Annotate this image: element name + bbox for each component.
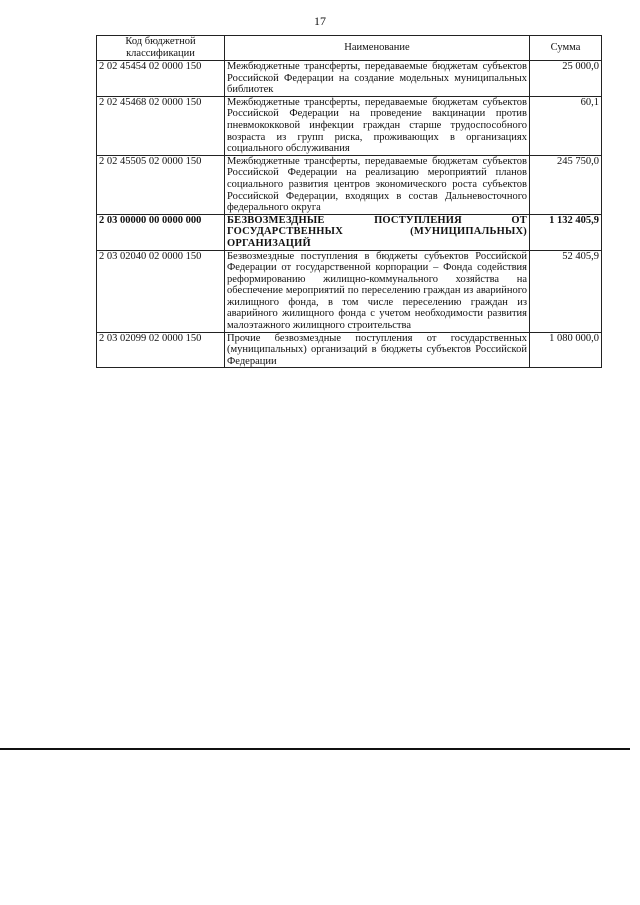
budget-revenue-table xyxy=(96,35,602,368)
row-name: Межбюджетные трансферты, передаваемые бюджетам субъектов Российской Федерации на проведение вакцинации против пневмококковой инфекции граждан старше трудоспособного возраста из групп риска, проживающих в организациях социального обслуживания xyxy=(225,96,530,155)
row-sum: 25 000,0 xyxy=(530,61,602,97)
row-sum: 1 132 405,9 xyxy=(530,214,602,250)
header-sum: Сумма xyxy=(530,36,602,61)
header-name: Наименование xyxy=(225,36,530,61)
table-row xyxy=(97,250,602,332)
row-code: 2 02 45468 02 0000 150 xyxy=(97,96,225,155)
row-code: 2 03 02040 02 0000 150 xyxy=(97,250,225,332)
table-row-section-total xyxy=(97,214,602,250)
row-name: Межбюджетные трансферты, передаваемые бюджетам субъектов Российской Федерации на реализацию мероприятий планов социального развития центров экономического роста субъектов Российской Федерации, входящих в состав Дальневосточного федерального округа xyxy=(225,155,530,214)
row-name: БЕЗВОЗМЕЗДНЫЕ ПОСТУПЛЕНИЯ ОТ ГОСУДАРСТВЕННЫХ (МУНИЦИПАЛЬНЫХ) ОРГАНИЗАЦИЙ xyxy=(225,214,530,250)
row-sum: 52 405,9 xyxy=(530,250,602,332)
table-header-row xyxy=(97,36,602,61)
page-bottom-rule xyxy=(0,748,630,750)
table-row xyxy=(97,61,602,97)
table-row xyxy=(97,332,602,368)
row-name: Межбюджетные трансферты, передаваемые бюджетам субъектов Российской Федерации на создание модельных муниципальных библиотек xyxy=(225,61,530,97)
row-sum: 1 080 000,0 xyxy=(530,332,602,368)
table-row xyxy=(97,155,602,214)
row-code: 2 03 02099 02 0000 150 xyxy=(97,332,225,368)
header-code: Код бюджетной классификации xyxy=(97,36,225,61)
page-number: 17 xyxy=(314,14,326,28)
table-row xyxy=(97,96,602,155)
row-code: 2 02 45454 02 0000 150 xyxy=(97,61,225,97)
row-code: 2 03 00000 00 0000 000 xyxy=(97,214,225,250)
row-sum: 245 750,0 xyxy=(530,155,602,214)
row-name: Прочие безвозмездные поступления от государственных (муниципальных) организаций в бюджеты субъектов Российской Федерации xyxy=(225,332,530,368)
row-code: 2 02 45505 02 0000 150 xyxy=(97,155,225,214)
row-name: Безвозмездные поступления в бюджеты субъектов Российской Федерации от государственной корпорации – Фонда содействия реформированию жилищно-коммунального хозяйства на обеспечение мероприятий по переселению граждан из аварийного жилищного фонда, в том числе переселению граждан из аварийного жилищного фонда с учетом необходимости развития малоэтажного жилищного строительства xyxy=(225,250,530,332)
row-sum: 60,1 xyxy=(530,96,602,155)
